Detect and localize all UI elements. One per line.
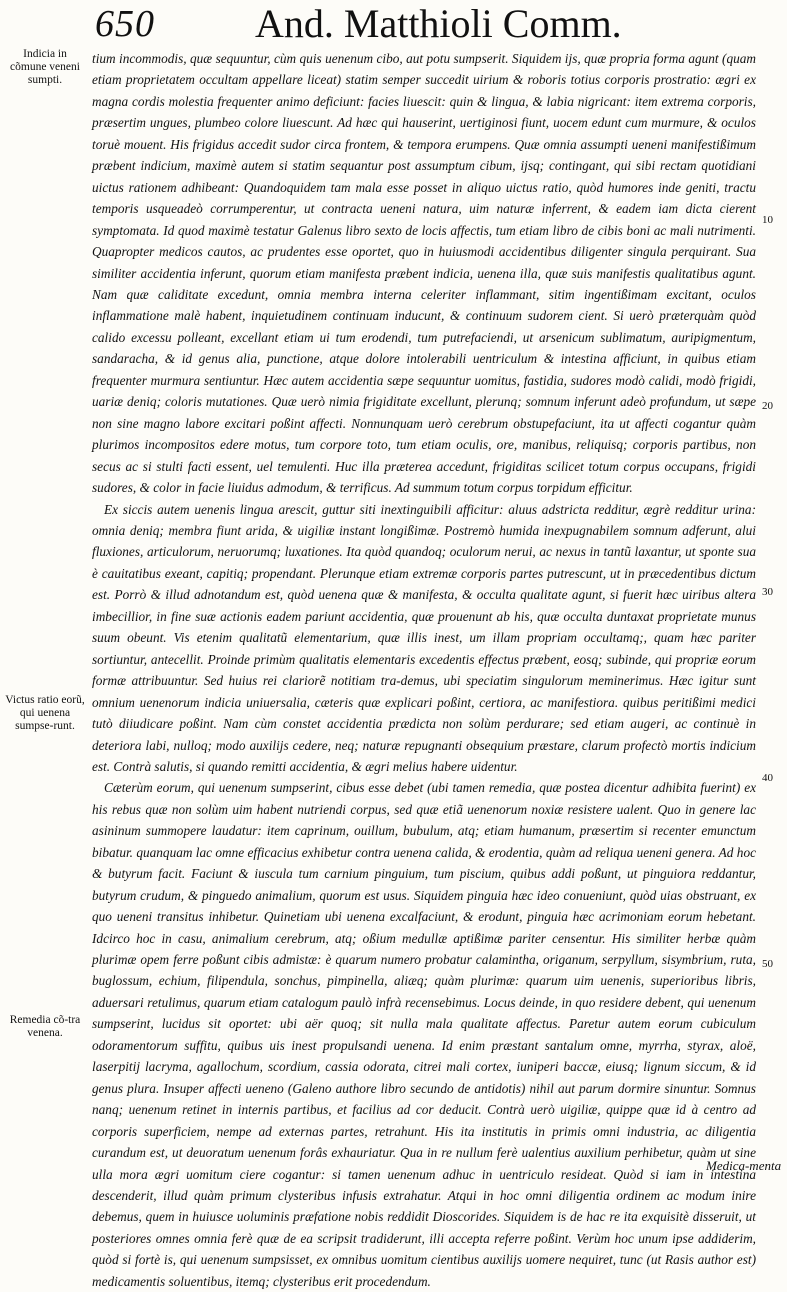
margin-note-remedia: Remedia cõ-tra venena. xyxy=(9,1014,81,1039)
line-number-10: 10 xyxy=(762,214,773,226)
running-title: And. Matthioli Comm. xyxy=(255,1,622,46)
page-number: 650 xyxy=(95,3,155,45)
paragraph: Cæterùm eorum, qui uenenum sumpserint, cibus esse debet (ubi tamen remedia, quæ postea dicentur adhibita fuerint) ex his rebus quæ non solùm uim habent nutriendi corpus, sed quæ etiã uenenorum noxiæ resistere ualent. Quo in genere lac asininum summopere laudatur: item caprinum, ouillum, bubulum, atq; etiam humanum, præsertim si recenter emunctum bibatur. quanquam lac omne efficacius exhibetur contra uenena calida, & erodentia, quàm ad reliqua ueneni genera. Ad hoc & butyrum facit. Faciunt & iuscula tum carnium pinguium, tum piscium, quibus addi poßunt, ut pinguiora reddantur, butyrum crudum, & pinguedo animalium, quorum est usus. Siquidem pinguia hæc ideo conueniunt, quòd uias obstruant, ex quo ueneni transitus inhibetur. Quinetiam ubi uenena excalfaciunt, & erodunt, pinguia hæc acrimoniam eorum hebetant. Idcirco hoc in casu, animalium cerebrum, atq; oßium medullæ aptißimæ pariter censentur. His similiter herbæ quàm plurimæ opem ferre poßunt cibis admistæ: è quarum numero probatur calamintha, origanum, serpyllum, sisymbrium, ruta, buglossum, echium, filipendula, sonchus, pimpinella, aliæq; quàm plurimæ: quarum uim uenenis, superioribus libris, aduersari retulimus, quarum etiam catalogum paulò infrà recensebimus. Locus deinde, in quo residere debent, qui uenenum sumpserint, lucidus sit oportet: ubi aër quoq; sit nulla mala qualitate affectus. Paretur autem eorum cubiculum odoramentorum suffitu, quibus uis inest propulsandi uenena. Id enim præstant santalum omne, myrrha, styrax, aloë, laserpitij lacryma, agallochum, scordium, cassia odorata, citrei mali cortex, iuniperi baccæ, eiusq; lignum siccum, & id genus plura. Insuper affecti ueneno (Galeno authore libro secundo de antidotis) nihil aut parum dormire sinuntur. Somnus nanq; uenenum retinet in internis partibus, et facilius ad cor deducit. Contrà uerò uigiliæ, quippe quæ id à centro ad corporis superficiem, nempe ad externas partes, retrahunt. His ita institutis in primis omni industria, ac diligentia curandum est, ut deuoratum uenenum forâs exhauriatur. Qua in re nullum ferè ualentius auxilium perhibetur, quàm ut sine ulla mora ægri uomitum ciere cogantur: si tamen uenenum adhuc in uentriculo resideat. Quòd si iam in intestina descenderit, illud quàm primum clysteribus infusis extrahatur. Atqui in hoc omni diligentia ordinem ac modum inire debemus, quem in huiusce uoluminis præfatione nobis reddidit Dioscorides. Siquidem is de hac re ita exquisitè disseruit, ut posteriores omnes omnia ferè quæ de ea scripsit tradiderunt, illi accepta referre poßint. Verùm hoc unum ipse addiderim, quòd si fortè is, qui uenenum sumpsisset, ex omnibus uomitum cientibus auxilijs uomere nequiret, tunc (ut Rasis author est) medicamentis soluentibus, itemq; clysteribus erit procedendum. xyxy=(92,780,756,1289)
line-number-30: 30 xyxy=(762,586,773,598)
paragraph: tium incommodis, quæ sequuntur, cùm quis uenenum cibo, aut potu sumpserit. Siquidem ijs, quæ propria forma agunt (quam etiam proprietatem occultam appellare liceat) statim semper succedit uirium & roboris totius corporis prostratio: ægri ex magna cordis molestia frequenter animo deficiunt: facies liuescit: quin & lingua, & labia nigricant: item extrema corporis, præsertim ungues, plumbeo colore liuescunt. Ad hæc qui hauserint, uertiginosi fiunt, uocem edunt cum murmure, & oculos toruè mouent. His frigidus accedit sudor circa frontem, & tempora erumpens. Quæ omnia assumpti ueneni manifestißimum præbent indicium, maximè autem si statim sequantur post assumptum cibum, ijsq; contingant, qui sibi rectam quotidiani uictus rationem adhibeant: Quandoquidem tam mala esse posset in aliquo uictus ratio, quòd humores inde geniti, tractu temporis usqueadeò corrumperentur, ut contracta ueneni natura, uim naturæ inferrent, & eadem iam dicta cierent symptomata. Id quod maximè testatur Galenus libro sexto de locis affectis, tum etiam libro de cibis boni ac mali nutrimenti. Quapropter medicos cautos, ac prudentes esse oportet, quo in huiusmodi accidentibus diligenter singula perquirant. Sua similiter accidentia inferunt, quorum etiam manifesta præbent indicia, uenena illa, quæ suis manifestis qualitatibus agunt. Nam quæ caliditate excedunt, omnia membra interna celeriter inflammant, sitim ingentißimam excitant, oculos inflammatione malè habent, inquietudinem continuam inducunt, & continuum sudorem cient. Si uerò præterquàm quòd calido excessu polleant, excellant etiam ui tum erodendi, tum putrefaciendi, ut arsenicum sublimatum, auripigmentum, sandaracha, & id genus alia, punctione, atque dolore intolerabili uentriculum & intestina afficiunt, in quibus etiam frequenter murmura sentiuntur. Hæc autem accidentia sæpe sequuntur uomitus, fastidia, sudores modò calidi, modò frigidi, uariæ deniq; coloris mutationes. Quæ uerò nimia frigiditate excellunt, plerunq; somnum inferunt adeò profundum, ut sæpe non sine magno labore excitari poßint affecti. Nonnunquam uerò cerebrum obstupefaciunt, ita ut affecti cogantur quàm plurimos incompositos edere motus, tum corpore toto, tum etiam oculis, ore, manibus, reliquisq; corporis partibus, non secus ac si stulti facti essent, uel temulenti. Huc illa præterea accedunt, frigiditas scilicet totum corpus occupans, frigidi sudores, & color in facie liuidus admodum, & terrificus. Ad summum totum corpus torpidum efficitur. xyxy=(92,51,756,496)
margin-note-indicia: Indicia in cõmune veneni sumpti. xyxy=(10,48,80,86)
paragraph: Ex siccis autem uenenis lingua arescit, guttur siti inextinguibili afficitur: aluus adstricta redditur, ægrè redditur urina: omnia deniq; membra fiunt arida, & uigiliæ instant longißimæ. Postremò humida inexpugnabilem somnum adferunt, alui fluxiones, articulorum, neruorumq; luxationes. Ita quòd quandoq; oculorum nerui, ac nexus in tantũ laxantur, ut sponte sua è cauitatibus exeant, capitiq; propendant. Plerunque etiam extremæ corporis partes putrescunt, ut in præcedentibus dictum est. Porrò & illud adnotandum est, quòd uenena quæ & manifesta, & occulta qualitate agunt, si fuerit hæc uiribus altera imbecillior, in fine suæ actionis eadem pariunt accidentia, quæ prouenunt ab his, quæ occulta duntaxat proprietate munus suum obeunt. Vis etenim qualitatũ elementarium, quæ illis inest, um illam propriam occultamq;, quam hæc pariter sortiuntur, antecellit. Proinde primùm qualitatis elementaris excedentis effectus præbent, eosq; subinde, qui propriæ eorum formæ attribuuntur. Sed huius rei clariorẽ notitiam tra-demus, ubi speciatim singulorum meminerimus. Hæc igitur sunt omnium uenenorum indicia uniuersalia, cæteris quæ explicari poßint, certiora, ac manifestiora. quibus peritißimi medici tutò diiudicare poßint. Nam cùm constet accidentia prædicta non solùm perdurare; sed etiam augeri, ac continuè in deteriora labi, nulloq; modo auxilijs cedere, neq; naturæ repugnanti obsequium præstare, clarum profectò mortis indicium est. Contrà salutis, si quando remitti accidentia, & ægri melius habere uidentur. xyxy=(92,501,756,774)
line-number-50: 50 xyxy=(762,958,773,970)
line-number-40: 40 xyxy=(762,772,773,784)
page-header xyxy=(95,0,655,44)
margin-note-victus: Victus ratio eorũ, qui uenena sumpse-runt. xyxy=(5,694,85,732)
catchword: Medica-menta xyxy=(706,1158,782,1173)
main-text xyxy=(92,48,756,1292)
line-number-20: 20 xyxy=(762,400,773,412)
